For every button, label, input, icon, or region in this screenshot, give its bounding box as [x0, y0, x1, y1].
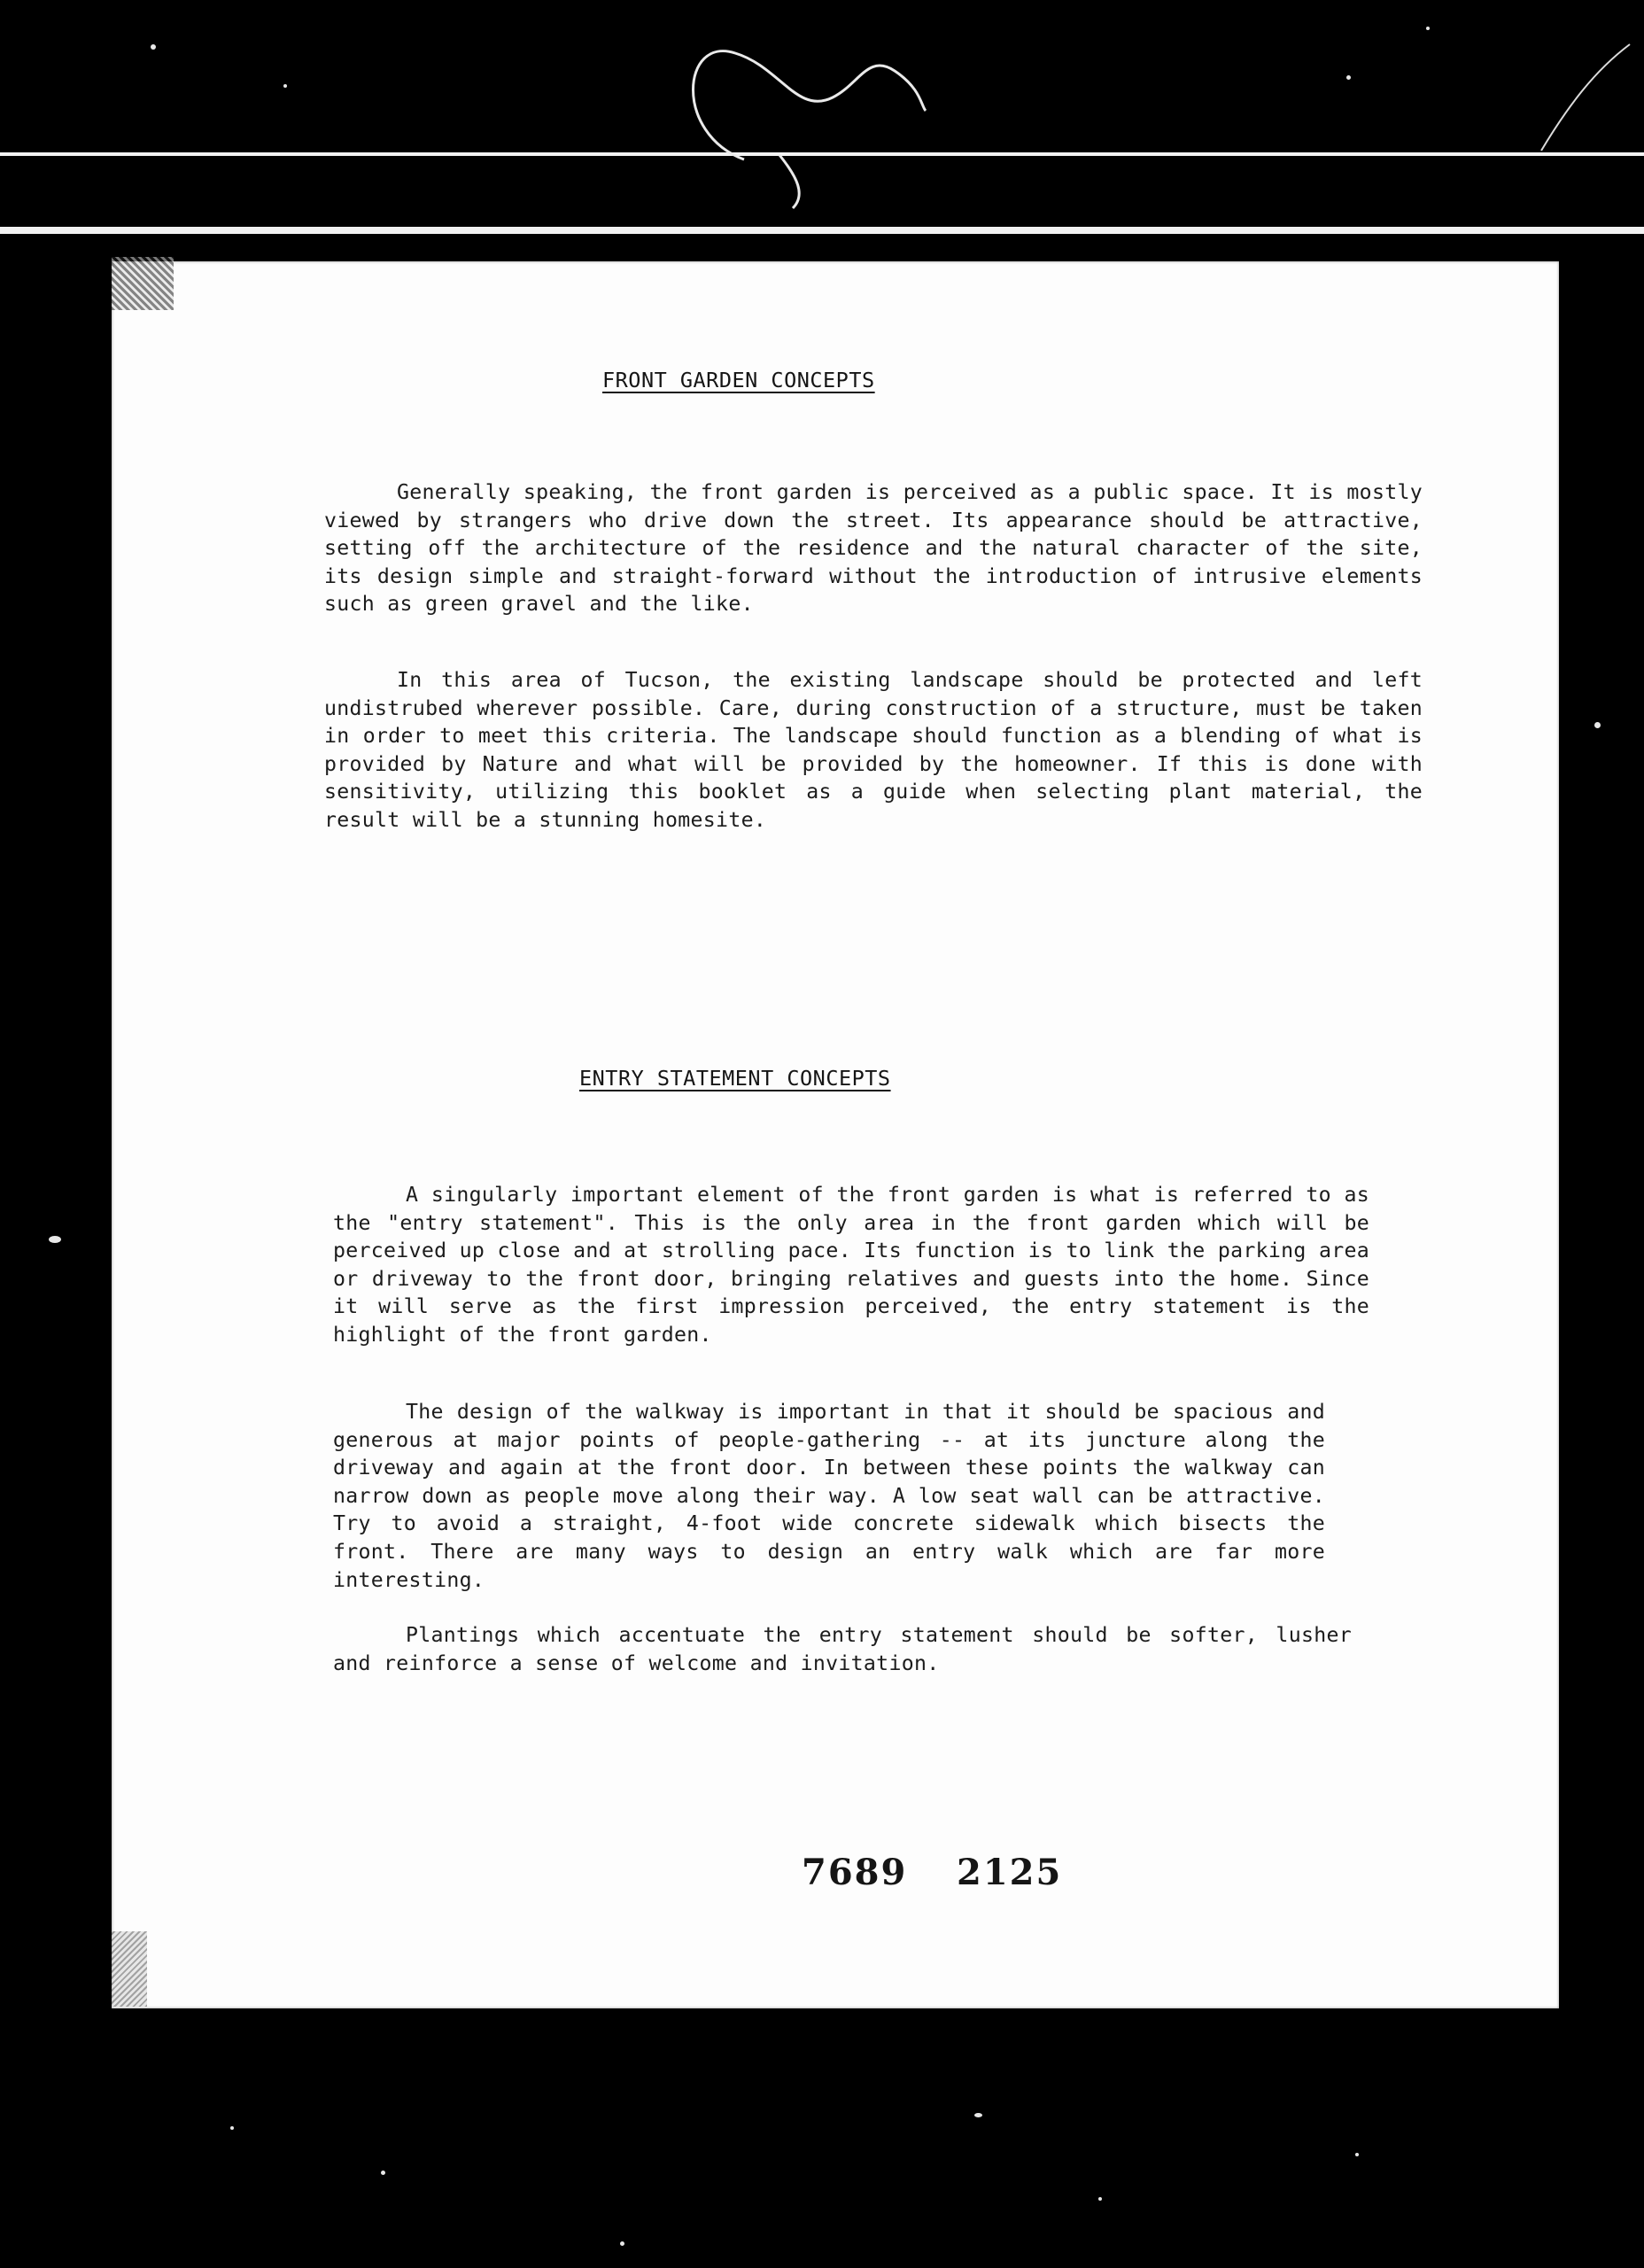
scan-speck: [230, 2126, 234, 2130]
handwritten-mark-icon: [0, 0, 1644, 266]
paragraph: In this area of Tucson, the existing landscape should be protected and left undistrubed wherever possible. Care, during construction of a structure, must be taken in order to meet this criteria. The landscape should function as a blending of what is provided by Nature and what will be provided by the homeowner. If this is done with sensitivity, utilizing this booklet as a guide when selecting plant material, the result will be a stunning homesite.: [324, 668, 1423, 832]
scan-speck: [381, 2171, 385, 2175]
paper-corner-noise: [112, 257, 174, 310]
scan-speck: [974, 2113, 982, 2117]
scan-speck: [1426, 27, 1430, 30]
scan-speck: [1594, 722, 1601, 728]
scan-speck: [1355, 2153, 1359, 2156]
scan-speck: [1098, 2197, 1102, 2201]
paper-edge-noise: [112, 1931, 147, 2007]
document-number-right: 2125: [957, 1852, 1063, 1893]
paragraph: Generally speaking, the front garden is perceived as a public space. It is mostly viewed by strangers who drive down the street. Its appearance should be attractive, setting off the architecture of the residence and the natural character of the site, its design simple and straight-forward without the introduction of intrusive elements such as green gravel and the like.: [324, 480, 1423, 617]
paragraph: A singularly important element of the front garden is what is referred to as the "entry statement". This is the only area in the front garden which will be perceived up close and at strolling pace. Its function is to link the parking area or driveway to the front door, bringing relatives and guests into the home. Since it will serve as the first impression perceived, the entry statement is the highlight of the front garden.: [333, 1183, 1369, 1347]
paragraph: Plantings which accentuate the entry statement should be softer, lusher and reinforce a sense of welcome and invitation.: [333, 1623, 1352, 1675]
document-number-left: 7689: [802, 1852, 908, 1893]
front-garden-heading: FRONT GARDEN CONCEPTS: [602, 368, 875, 392]
paragraph: The design of the walkway is important in that it should be spacious and generous at major points of people-gathering -- at its juncture along the driveway and again at the front door. In between these points the walkway can narrow down as people move along their way. A low seat wall can be attractive. Try to avoid a straight, 4-foot wide concrete sidewalk which bisects the front. There are many ways to design an entry walk which are far more interesting.: [333, 1400, 1325, 1592]
scan-speck: [283, 84, 287, 88]
entry-statement-heading: ENTRY STATEMENT CONCEPTS: [579, 1066, 891, 1091]
scan-speck: [151, 44, 156, 50]
scan-speck: [1346, 75, 1351, 80]
scan-speck: [49, 1236, 61, 1243]
scan-speck: [620, 2241, 624, 2246]
